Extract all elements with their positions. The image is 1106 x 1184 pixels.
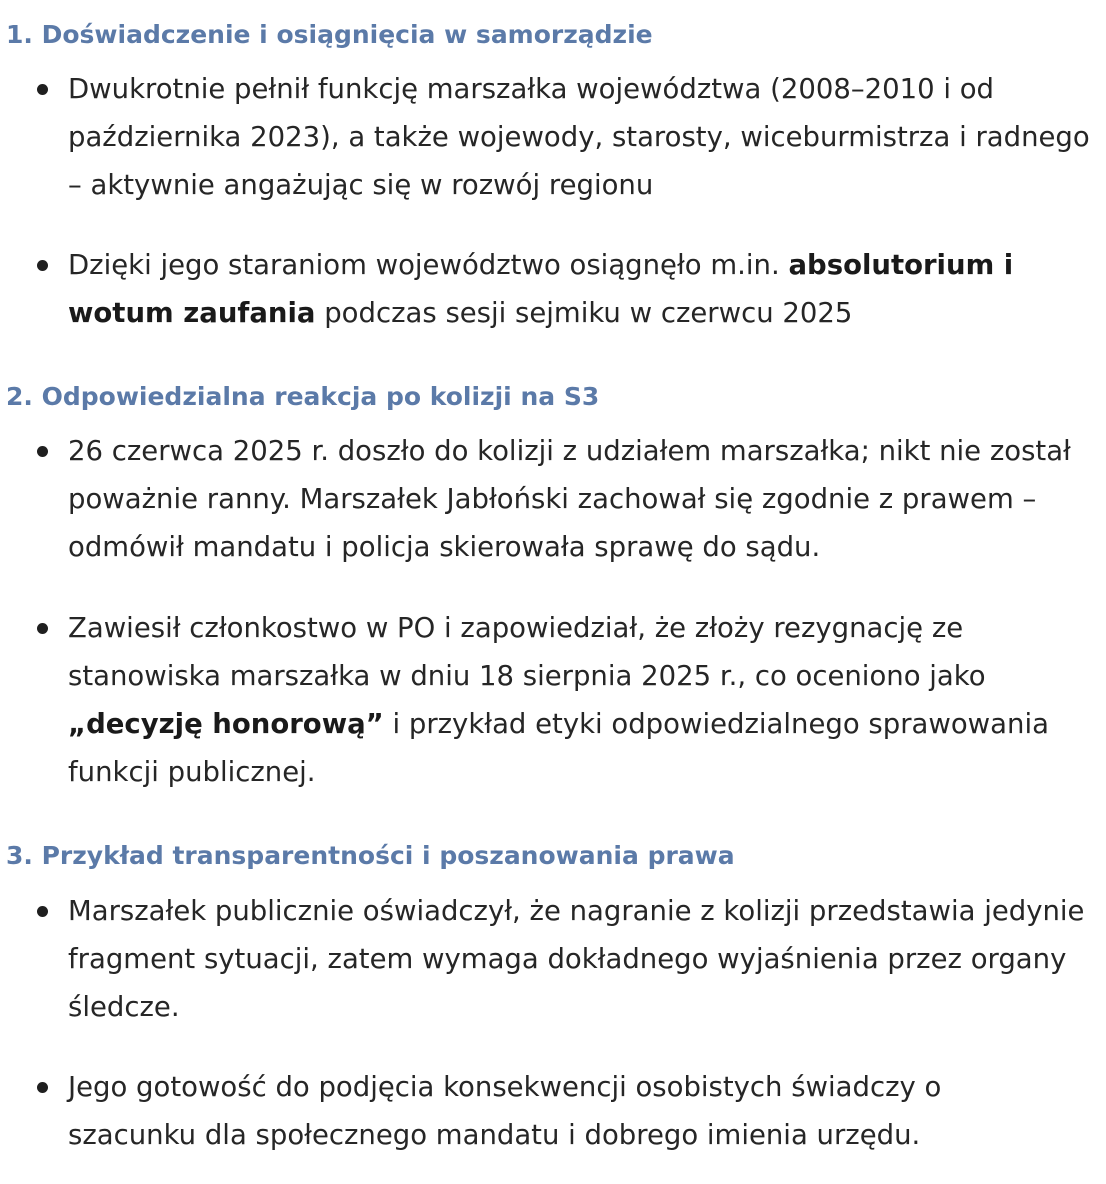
bullet-text [68,241,1104,337]
text-run: Dwukrotnie pełnił funkcję marszałka województwa (2008–2010 i od [68,73,994,105]
text-line [68,935,1104,983]
section-heading: 3. Przykład transparentności i poszanowania prawa [6,841,735,870]
bold-text: absolutorium i [788,249,1014,281]
text-line [68,1063,1104,1111]
text-line [68,161,1104,209]
text-line [68,700,1104,748]
bullet-text [68,1063,1104,1159]
text-line [68,241,1104,289]
text-run: – aktywnie angażując się w rozwój regionu [68,169,654,201]
bold-text: „decyzję honorową” [68,708,384,740]
bold-text: wotum zaufania [68,297,316,329]
bullet-icon [37,84,48,95]
bullet-icon [37,260,48,271]
text-run: odmówił mandatu i policja skierowała sprawę do sądu. [68,531,821,563]
text-run: Dzięki jego staraniom województwo osiągnęło m.in. [68,249,789,281]
text-line [68,652,1104,700]
text-line [68,427,1104,475]
text-line [68,523,1104,571]
text-line [68,1111,1104,1159]
text-line [68,748,1104,796]
bullet-icon [37,1082,48,1093]
text-run: podczas sesji sejmiku w czerwcu 2025 [315,297,853,329]
text-run: śledcze. [68,991,180,1023]
bullet-icon [37,623,48,634]
text-line [68,887,1104,935]
text-line [68,983,1104,1031]
text-run: Zawiesił członkostwo w PO i zapowiedział, że złoży rezygnację ze [68,612,964,644]
bullet-text [68,65,1104,209]
section-heading: 1. Doświadczenie i osiągnięcia w samorządzie [6,20,653,49]
text-run: Jego gotowość do podjęcia konsekwencji osobistych świadczy o [68,1071,942,1103]
text-run: Marszałek publicznie oświadczył, że nagranie z kolizji przedstawia jedynie [68,895,1085,927]
text-line [68,65,1104,113]
bullet-icon [37,446,48,457]
text-run: i przykład etyki odpowiedzialnego sprawowania [383,708,1049,740]
text-line [68,475,1104,523]
bullet-icon [37,906,48,917]
text-run: fragment sytuacji, zatem wymaga dokładnego wyjaśnienia przez organy [68,943,1067,975]
text-run: poważnie ranny. Marszałek Jabłoński zachował się zgodnie z prawem – [68,483,1037,515]
text-run: 26 czerwca 2025 r. doszło do kolizji z udziałem marszałka; nikt nie został [68,435,1071,467]
bullet-text [68,427,1104,571]
bullet-text [68,887,1104,1031]
text-line [68,289,1104,337]
text-run: szacunku dla społecznego mandatu i dobrego imienia urzędu. [68,1119,921,1151]
text-run: października 2023), a także wojewody, starosty, wiceburmistrza i radnego [68,121,1090,153]
text-line [68,113,1104,161]
text-line [68,604,1104,652]
text-run: stanowiska marszałka w dniu 18 sierpnia 2025 r., co oceniono jako [68,660,986,692]
section-heading: 2. Odpowiedzialna reakcja po kolizji na S3 [6,382,600,411]
bullet-text [68,604,1104,796]
text-run: funkcji publicznej. [68,756,316,788]
